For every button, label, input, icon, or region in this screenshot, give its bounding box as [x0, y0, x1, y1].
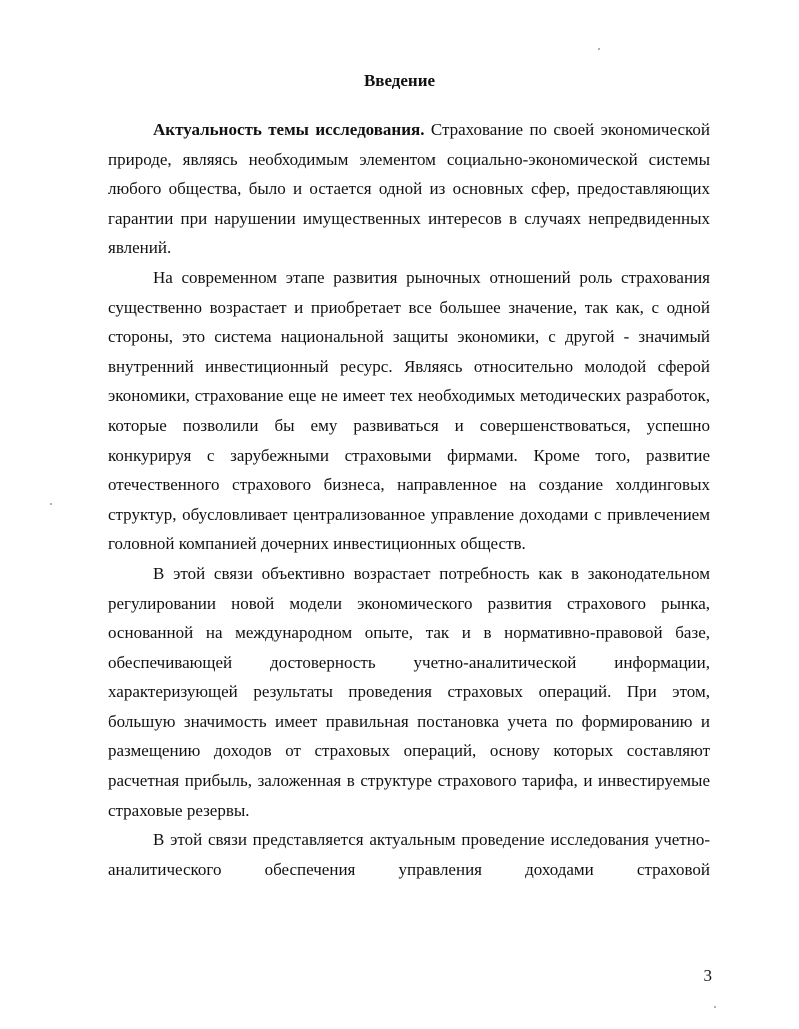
scan-speck — [598, 48, 600, 50]
paragraph-1-text: Страхование по своей экономической природе, являясь необходимым элементом социально-экономической системы любого общества, было и остается одной из основных сфер, предоставляющих гарантии при нарушении имущественных интересов в случаях непредвиденных явлений. — [108, 120, 710, 258]
paragraph-3-text: В этой связи объективно возрастает потребность как в законодательном регулировании новой модели экономического развития страхового рынка, основанной на международном опыте, так и в нормативно-правовой базе, обеспечивающей достоверность учетно-аналитической информации, характеризующей результаты проведения страховых операций. При этом, большую значимость имеет правильная постановка учета по формированию и размещению доходов от страховых операций, основу которых составляют расчетная прибыль, заложенная в структуре страхового тарифа, и инвестируемые страховые резервы. — [108, 563, 710, 820]
paragraph-4 — [108, 825, 710, 884]
paragraph-3 — [108, 559, 710, 825]
page-number: 3 — [703, 966, 712, 985]
scan-speck — [50, 503, 52, 505]
body-text — [108, 115, 710, 884]
section-heading: Введение — [363, 71, 436, 90]
paragraph-2 — [108, 263, 710, 559]
paragraph-1 — [108, 115, 710, 263]
scan-speck — [714, 1006, 716, 1008]
paragraph-4-text: В этой связи представляется актуальным проведение исследования учетно-аналитического обеспечения управления доходами страховой — [108, 830, 710, 879]
paragraph-2-text: На современном этапе развития рыночных отношений роль страхования существенно возрастает и приобретает все большее значение, так как, с одной стороны, это система национальной защиты экономики, с другой - значимый внутренний инвестиционный ресурс. Являясь относительно молодой сферой экономики, страхование еще не имеет тех необходимых методических разработок, которые позволили бы ему развиваться и совершенствоваться, успешно конкурируя с зарубежными страховыми фирмами. Кроме того, развитие отечественного страхового бизнеса, направленное на создание холдинговых структур, обусловливает централизованное управление доходами с привлечением головной компанией дочерних инвестиционных обществ. — [108, 267, 710, 554]
paragraph-lead: Актуальность темы исследования. — [153, 120, 425, 139]
